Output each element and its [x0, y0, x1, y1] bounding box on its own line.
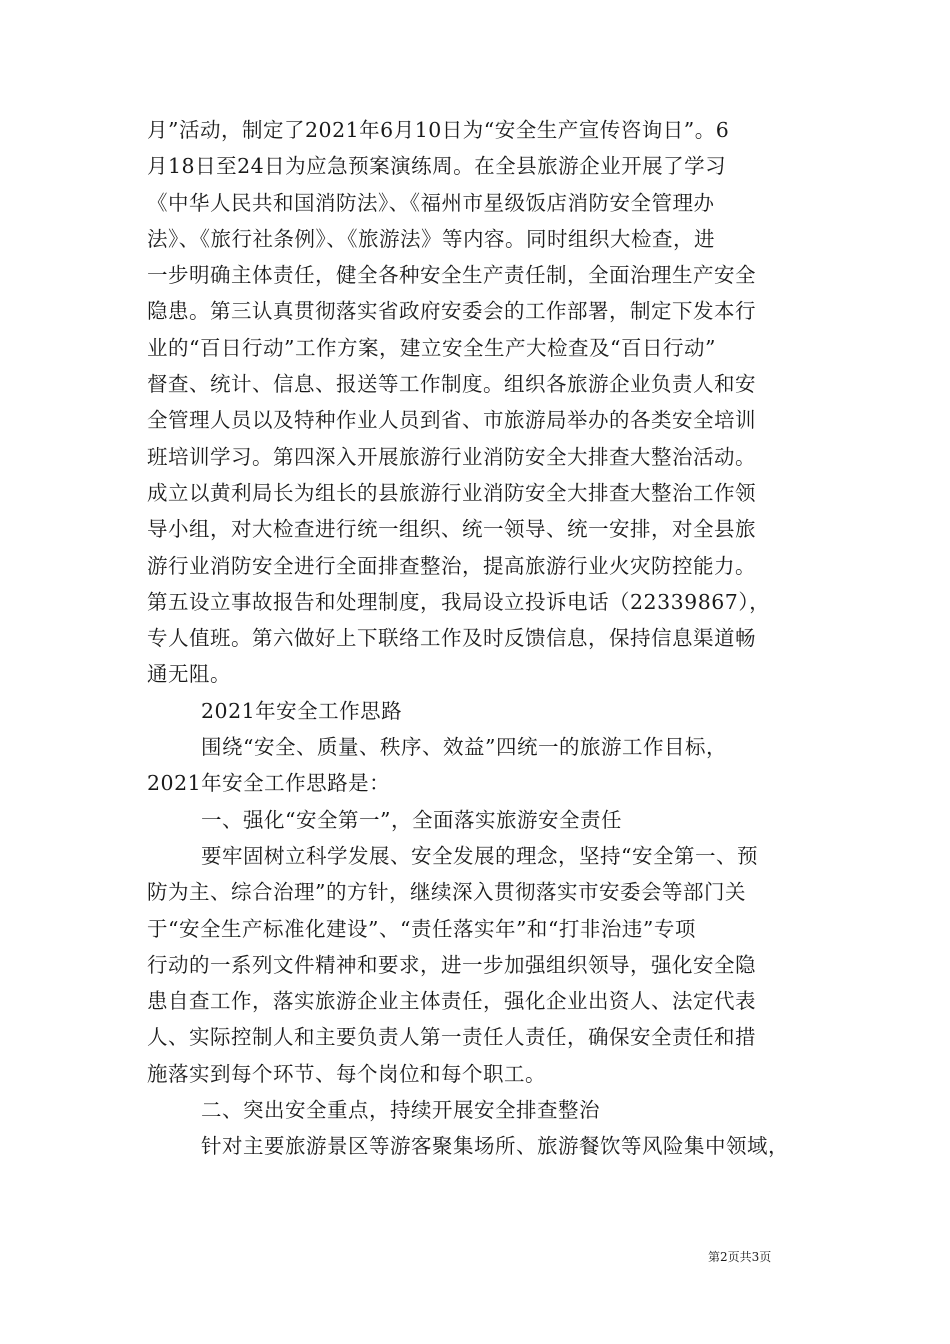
- text-line: 于“安全生产标准化建设”、“责任落实年”和“打非治违”专项: [147, 916, 696, 941]
- text-line: 隐患。第三认真贯彻落实省政府安委会的工作部署，制定下发本行: [147, 299, 756, 324]
- text-line: 围绕“安全、质量、秩序、效益”四统一的旅游工作目标，: [201, 735, 727, 760]
- text-line: 游行业消防安全进行全面排查整治，提高旅游行业火灾防控能力。: [147, 553, 756, 578]
- section-heading: 二、突出安全重点，持续开展安全排查整治: [201, 1098, 600, 1123]
- text-line: 班培训学习。第四深入开展旅游行业消防安全大排查大整治活动。: [147, 444, 756, 469]
- text-line: 业的“百日行动”工作方案，建立安全生产大检查及“百日行动”: [147, 335, 716, 360]
- text-line: 防为主、综合治理”的方针，继续深入贯彻落实市安委会等部门关: [147, 880, 746, 905]
- text-line: 行动的一系列文件精神和要求，进一步加强组织领导，强化安全隐: [147, 952, 756, 977]
- page-number: 第2页共3页: [708, 1250, 772, 1264]
- text-line: 专人值班。第六做好上下联络工作及时反馈信息，保持信息渠道畅: [147, 626, 756, 651]
- text-line: 法》、《旅行社条例》、《旅游法》等内容。同时组织大检查，进: [147, 226, 715, 251]
- document-body: [147, 112, 817, 1165]
- section-heading: 一、强化“安全第一”，全面落实旅游安全责任: [201, 807, 622, 832]
- text-line: 针对主要旅游景区等游客聚集场所、旅游餐饮等风险集中领域，: [201, 1134, 789, 1159]
- text-line: 患自查工作，落实旅游企业主体责任，强化企业出资人、法定代表: [147, 989, 756, 1014]
- text-line: 第五设立事故报告和处理制度，我局设立投诉电话（22339867），: [147, 589, 771, 614]
- section-heading: 2021年安全工作思路: [201, 698, 403, 723]
- text-line: 一步明确主体责任，健全各种安全生产责任制，全面治理生产安全: [147, 263, 756, 288]
- text-line: 要牢固树立科学发展、安全发展的理念，坚持“安全第一、预: [201, 843, 758, 868]
- text-line: 月18日至24日为应急预案演练周。在全县旅游企业开展了学习: [147, 154, 727, 179]
- text-line: 施落实到每个环节、每个岗位和每个职工。: [147, 1061, 546, 1086]
- text-line: 《中华人民共和国消防法》、《福州市星级饭店消防安全管理办: [147, 190, 715, 215]
- text-line: 督查、统计、信息、报送等工作制度。组织各旅游企业负责人和安: [147, 372, 756, 397]
- text-line: 2021年安全工作思路是：: [147, 771, 391, 796]
- text-line: 人、实际控制人和主要负责人第一责任人责任，确保安全责任和措: [147, 1025, 756, 1050]
- text-line: 全管理人员以及特种作业人员到省、市旅游局举办的各类安全培训: [147, 408, 756, 433]
- text-line: 导小组，对大检查进行统一组织、统一领导、统一安排，对全县旅: [147, 517, 756, 542]
- text-line: 月”活动，制定了2021年6月10日为“安全生产宣传咨询日”。6: [147, 118, 730, 142]
- text-line: 成立以黄利局长为组长的县旅游行业消防安全大排查大整治工作领: [147, 480, 756, 505]
- text-line: 通无阻。: [147, 662, 231, 687]
